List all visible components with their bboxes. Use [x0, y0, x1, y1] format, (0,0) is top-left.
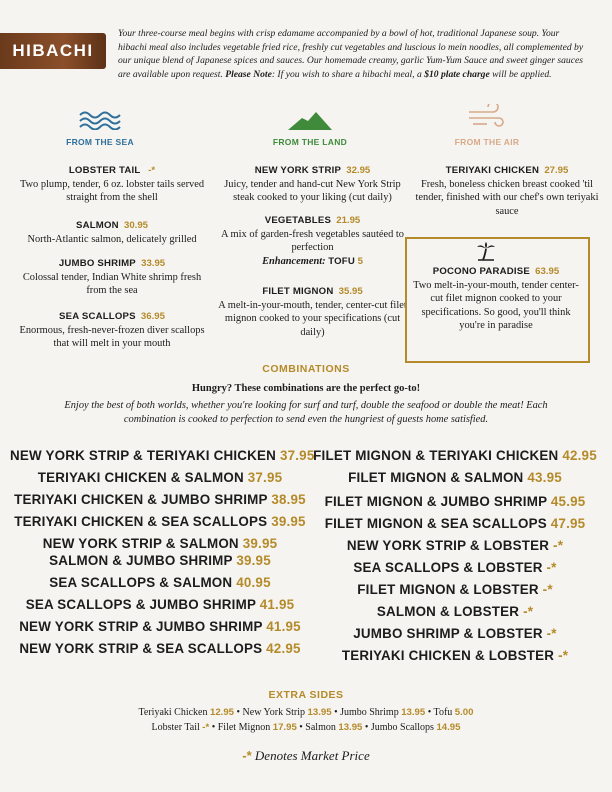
- combo-a: TERIYAKI CHICKEN: [14, 514, 144, 529]
- item-desc: A melt-in-your-mouth, tender, center-cut filet mignon cooked to your specifications (cut daily): [218, 299, 407, 338]
- intro-part1: Your three-course meal begins with crisp edamame accompanied by a bowl of hot, traditional Japanese soup. Your hibachi meal also includes vegetable fried rice, freshly cut vegetables and luscious lo mein noodles, all complemented by our unique blend of Japanese spices and sauces. Our homemade creamy, garlic Yum-Yum Sauce and sweet ginger sauces are available upon request.: [118, 28, 584, 80]
- combo-item: SALMON & LOBSTER -*: [376, 604, 534, 619]
- item-name: SEA SCALLOPS: [59, 311, 136, 322]
- combo-item: NEW YORK STRIP & JUMBO SHRIMP 41.95: [19, 619, 301, 634]
- combo-item: JUMBO SHRIMP & LOBSTER -*: [353, 626, 557, 641]
- combo-item: TERIYAKI CHICKEN & JUMBO SHRIMP 38.95: [14, 492, 306, 507]
- combo-a: FILET MIGNON: [357, 582, 456, 597]
- intro-note-label: Please Note: [225, 68, 272, 80]
- item-desc: Colossal tender, Indian White shrimp fresh from the sea: [22, 271, 202, 296]
- extra-sides-row1: Teriyaki Chicken 12.95 • New York Strip 13.95 • Jumbo Shrimp 13.95 • Tofu 5.00: [138, 707, 474, 718]
- combo-price: 42.95: [266, 641, 301, 656]
- item-desc: Two plump, tender, 6 oz. lobster tails served straight from the shell: [19, 178, 205, 203]
- combinations-title: COMBINATIONS: [262, 363, 350, 375]
- item-name: JUMBO SHRIMP: [58, 258, 136, 269]
- side-name: Salmon: [305, 722, 336, 733]
- combo-a: FILET MIGNON: [348, 470, 447, 485]
- col-title-sea: FROM THE SEA: [66, 137, 134, 147]
- combo-list-left: [10, 448, 315, 663]
- item-name: SALMON: [76, 220, 119, 231]
- menu-item: [410, 164, 604, 218]
- combo-b: LOBSTER: [477, 560, 543, 575]
- combo-b: LOBSTER: [488, 648, 555, 663]
- item-desc: Two melt-in-your-mouth, tender center-cut filet mignon cooked to your specifications. So good, you'll think you're in paradise: [413, 279, 579, 331]
- item-desc: Fresh, boneless chicken breast cooked 'til tender, finished with our chef's own teriyaki sauce: [415, 178, 599, 217]
- combo-price: -*: [546, 626, 557, 641]
- item-name: LOBSTER TAIL: [68, 165, 141, 176]
- menu-item: [215, 285, 410, 339]
- intro-text: [118, 27, 588, 81]
- combo-price: 41.95: [266, 619, 301, 634]
- combo-b: SEA SCALLOPS: [156, 641, 263, 656]
- side-price: 12.95: [210, 707, 235, 718]
- side-name: Jumbo Shrimp: [340, 707, 399, 718]
- item-name: TERIYAKI CHICKEN: [445, 165, 540, 176]
- combo-price: 45.95: [550, 494, 586, 509]
- combo-price: 37.95: [247, 470, 283, 485]
- side-price: 13.95: [307, 707, 332, 718]
- combo-b: LOBSTER: [483, 538, 550, 553]
- menu-item: [215, 214, 410, 268]
- combo-a: TERIYAKI CHICKEN: [37, 470, 167, 485]
- special-item: [408, 265, 584, 333]
- item-name: FILET MIGNON: [262, 286, 334, 297]
- combo-item: FILET MIGNON & JUMBO SHRIMP 45.95: [324, 494, 586, 509]
- extra-sides-title: EXTRA SIDES: [268, 689, 344, 701]
- side-name: Tofu: [433, 707, 453, 718]
- combo-a: TERIYAKI CHICKEN: [341, 648, 472, 663]
- intro-part2: : If you wish to share a hibachi meal, a: [271, 68, 422, 80]
- combo-price: 39.95: [242, 536, 278, 551]
- enhancement-label: Enhancement:: [262, 255, 326, 267]
- combo-b: LOBSTER: [473, 582, 539, 597]
- combo-a: NEW YORK STRIP: [346, 538, 466, 553]
- extra-sides-row2: Lobster Tail -* • Filet Mignon 17.95 • Salmon 13.95 • Jumbo Scallops 14.95: [151, 722, 461, 733]
- combo-price: -*: [546, 560, 557, 575]
- side-name: New York Strip: [242, 707, 306, 718]
- combo-a: SALMON: [376, 604, 437, 619]
- combo-a: FILET MIGNON: [324, 494, 423, 509]
- menu-item: [12, 164, 212, 205]
- menu-item: [12, 310, 212, 351]
- combo-a: NEW YORK STRIP: [10, 448, 130, 463]
- combo-a: FILET MIGNON: [313, 448, 412, 463]
- side-price: 17.95: [272, 722, 297, 733]
- section-tab: HIBACHI: [0, 33, 106, 69]
- combo-a: SEA SCALLOPS: [25, 597, 132, 612]
- item-name: POCONO PARADISE: [432, 266, 530, 277]
- combo-a: SALMON: [49, 553, 109, 568]
- combo-a: JUMBO SHRIMP: [353, 626, 460, 641]
- combo-item: NEW YORK STRIP & SALMON 39.95: [42, 536, 278, 551]
- combo-a: SEA SCALLOPS: [353, 560, 460, 575]
- combo-a: NEW YORK STRIP: [19, 641, 139, 656]
- combo-b: SALMON: [179, 536, 239, 551]
- item-desc: Juicy, tender and hand-cut New York Strip steak cooked to your liking (cut daily): [224, 178, 401, 203]
- combo-b: SALMON: [184, 470, 244, 485]
- combo-item: FILET MIGNON & SALMON 43.95: [348, 470, 562, 485]
- combo-item: SEA SCALLOPS & JUMBO SHRIMP 41.95: [25, 597, 295, 612]
- menu-item: [12, 219, 212, 246]
- footnote-text: Denotes Market Price: [254, 748, 370, 763]
- combo-b: JUMBO SHRIMP: [156, 619, 263, 634]
- item-name: VEGETABLES: [264, 215, 332, 226]
- item-price: 35.95: [338, 286, 363, 297]
- side-price: 13.95: [401, 707, 426, 718]
- combo-b: JUMBO SHRIMP: [440, 494, 547, 509]
- side-price: 13.95: [338, 722, 363, 733]
- menu-item: [215, 164, 410, 205]
- combo-price: 41.95: [259, 597, 295, 612]
- waves-icon: [78, 110, 122, 130]
- item-price: 30.95: [123, 220, 148, 231]
- col-title-air: FROM THE AIR: [454, 137, 520, 147]
- item-price: 21.95: [336, 215, 361, 226]
- combo-a: NEW YORK STRIP: [19, 619, 139, 634]
- combo-b: JUMBO SHRIMP: [149, 597, 256, 612]
- combo-item: NEW YORK STRIP & SEA SCALLOPS 42.95: [19, 641, 301, 656]
- side-price: -*: [202, 722, 210, 733]
- combo-b: LOBSTER: [477, 626, 543, 641]
- combo-item: FILET MIGNON & TERIYAKI CHICKEN 42.95: [313, 448, 597, 463]
- intro-charge: $10 plate charge: [424, 68, 490, 80]
- combo-b: LOBSTER: [453, 604, 520, 619]
- combo-item: SEA SCALLOPS & LOBSTER -*: [353, 560, 557, 575]
- side-name: Teriyaki Chicken: [138, 707, 208, 718]
- combo-a: FILET MIGNON: [324, 516, 424, 531]
- combo-price: 42.95: [562, 448, 597, 463]
- side-name: Jumbo Scallops: [370, 722, 434, 733]
- combo-price: 40.95: [236, 575, 271, 590]
- combo-item: TERIYAKI CHICKEN & SEA SCALLOPS 39.95: [14, 514, 306, 529]
- mountain-icon: [288, 110, 332, 132]
- combo-b: SEA SCALLOPS: [440, 516, 547, 531]
- combo-price: 39.95: [271, 514, 306, 529]
- combo-item: FILET MIGNON & LOBSTER -*: [357, 582, 553, 597]
- combo-price: -*: [558, 648, 569, 663]
- combo-price: -*: [523, 604, 534, 619]
- combo-b: SEA SCALLOPS: [161, 514, 268, 529]
- combo-item: NEW YORK STRIP & TERIYAKI CHICKEN 37.95: [10, 448, 315, 463]
- combo-price: 47.95: [550, 516, 586, 531]
- intro-part3: will be applied.: [492, 68, 552, 80]
- side-price: 5.00: [454, 707, 474, 718]
- combo-b: JUMBO SHRIMP: [161, 492, 268, 507]
- combo-price: 38.95: [271, 492, 306, 507]
- enhancement-price: 5: [357, 255, 363, 267]
- enhancement-name: TOFU: [328, 255, 355, 267]
- combo-b: SALMON: [464, 470, 524, 485]
- item-desc: Enormous, fresh-never-frozen diver scallops that will melt in your mouth: [19, 324, 205, 349]
- footnote-mark: -*: [242, 748, 252, 763]
- combo-price: -*: [553, 538, 564, 553]
- combo-b: TERIYAKI CHICKEN: [429, 448, 559, 463]
- wind-icon: [467, 104, 507, 132]
- item-desc: North-Atlantic salmon, delicately grilled: [27, 233, 197, 245]
- combo-item: SALMON & JUMBO SHRIMP 39.95: [49, 553, 271, 568]
- col-title-land: FROM THE LAND: [272, 137, 348, 147]
- combinations-lead: Hungry? These combinations are the perfect go-to!: [191, 383, 421, 394]
- side-name: Filet Mignon: [217, 722, 271, 733]
- combo-a: NEW YORK STRIP: [42, 536, 162, 551]
- item-price: -*: [148, 165, 156, 176]
- combo-b: TERIYAKI CHICKEN: [146, 448, 277, 463]
- combo-item: TERIYAKI CHICKEN & SALMON 37.95: [37, 470, 283, 485]
- combo-a: TERIYAKI CHICKEN: [14, 492, 144, 507]
- combinations-sub: Enjoy the best of both worlds, whether you're looking for surf and turf, double the seafood or double the meat! Each combination is cooked to perfection to send even the hungriest of guests home satisfied.: [64, 400, 548, 425]
- combo-price: -*: [542, 582, 553, 597]
- side-price: 14.95: [436, 722, 461, 733]
- footnote: [180, 748, 432, 764]
- combo-item: TERIYAKI CHICKEN & LOBSTER -*: [341, 648, 569, 663]
- combo-b: SALMON: [173, 575, 233, 590]
- item-desc: A mix of garden-fresh vegetables sautéed to perfection: [221, 228, 404, 253]
- combo-list-right: [305, 448, 605, 670]
- combo-item: FILET MIGNON & SEA SCALLOPS 47.95: [324, 516, 586, 531]
- item-price: 33.95: [141, 258, 166, 269]
- menu-item: [12, 257, 212, 298]
- combo-item: SEA SCALLOPS & SALMON 40.95: [49, 575, 271, 590]
- combo-a: SEA SCALLOPS: [49, 575, 156, 590]
- side-name: Lobster Tail: [151, 722, 200, 733]
- combo-b: JUMBO SHRIMP: [126, 553, 233, 568]
- combo-price: 37.95: [279, 448, 315, 463]
- combo-price: 39.95: [236, 553, 271, 568]
- combo-price: 43.95: [527, 470, 562, 485]
- item-price: 32.95: [346, 165, 371, 176]
- item-name: NEW YORK STRIP: [254, 165, 342, 176]
- item-price: 36.95: [140, 311, 165, 322]
- item-price: 63.95: [535, 266, 560, 277]
- item-price: 27.95: [544, 165, 569, 176]
- palm-tree-icon: [476, 241, 496, 261]
- combo-item: NEW YORK STRIP & LOBSTER -*: [346, 538, 564, 553]
